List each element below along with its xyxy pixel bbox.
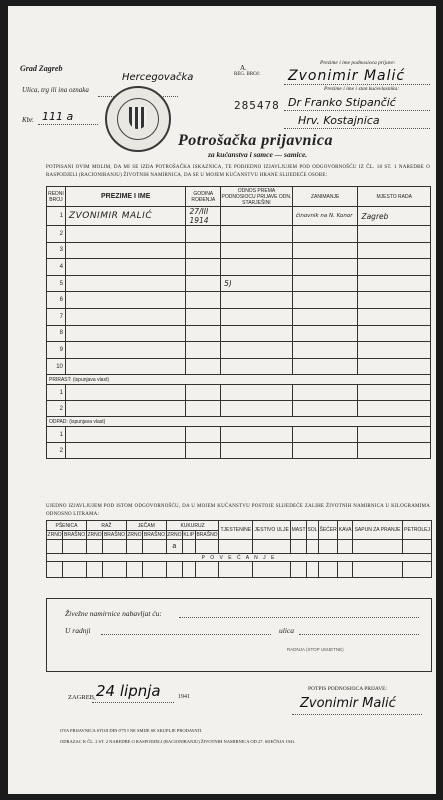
barley-flour: BRAŠNO — [143, 532, 165, 538]
person-job — [292, 259, 358, 276]
person-relation — [221, 207, 293, 226]
person-name: ZVONIMIR MALIĆ — [65, 207, 186, 226]
empty-cell — [292, 401, 358, 417]
person-row-number: 4 — [47, 259, 66, 276]
person-birth-year — [186, 226, 221, 243]
odpad-row — [47, 443, 431, 459]
declaration-paragraph: UJEDNO IZJAVLJUJEM POD ISTOM ODGOVORNOŠĆU, DA U MOJEM KUĆANSTVU POSTOJE SLIJEDEĆE ZALIHE ŽIVOTNIH NAMIRNICA U KILOGRAMIMA ODNOSNO LITRAMA: — [46, 504, 430, 517]
reg-label: REG. BROJ: — [234, 72, 261, 77]
price-note: OVA PRIJAVNICA STOJI DIN 0'75 I NE SMIJE SE SKUPLJE PRODAVATI. — [60, 728, 203, 733]
person-workplace: Zagreb — [358, 207, 431, 226]
landlord-name: Dr Franko Stipančić — [288, 96, 396, 109]
landlord-line-1 — [284, 110, 430, 111]
wheat-grain: ZRNO — [47, 532, 62, 538]
empty-cell — [221, 427, 293, 443]
footer-date: 24 lipnja — [96, 682, 161, 700]
increase-row — [47, 562, 432, 578]
street-label: Ulica, trg ili ina oznaka — [22, 86, 89, 94]
person-birth-year — [186, 342, 221, 359]
empty-cell — [65, 401, 186, 417]
odpad-row — [47, 427, 431, 443]
date-line — [92, 702, 174, 703]
person-workplace — [358, 292, 431, 309]
house-number-line — [38, 124, 98, 125]
empty-cell — [186, 427, 221, 443]
rye-flour: BRAŠNO — [103, 532, 126, 538]
food-petroleum: PETROLEJ — [403, 521, 432, 540]
person-job — [292, 275, 358, 292]
footer-place: ZAGREB, — [68, 694, 96, 701]
store-box — [46, 598, 432, 672]
food-mark: a — [166, 540, 182, 554]
food-group-corn: KUKURUZ — [166, 521, 219, 531]
signature: Zvonimir Malić — [300, 696, 396, 711]
person-birth-year — [186, 292, 221, 309]
food-coffee: KAVA — [338, 521, 353, 540]
rye-grain: ZRNO — [87, 532, 102, 538]
food-values-row — [47, 540, 432, 554]
col-relation: ODNOS PREMA PODNOSIOCU PRIJAVE ODN. STARJEŠINI — [221, 187, 292, 206]
applicant-line — [284, 84, 430, 85]
person-workplace — [358, 308, 431, 325]
house-number-label: Kbr. — [22, 116, 34, 124]
person-row — [47, 292, 431, 309]
official-stamp — [105, 86, 171, 152]
person-row — [47, 308, 431, 325]
person-row — [47, 358, 431, 375]
person-row — [47, 325, 431, 342]
prirast-row — [47, 401, 431, 417]
col-job: ZANIMANJE — [292, 187, 358, 207]
person-workplace — [358, 242, 431, 259]
food-pasta: TJESTENINE — [219, 521, 253, 540]
food-lard: MAST — [291, 521, 307, 540]
person-relation — [221, 242, 293, 259]
corn-flour: BRAŠNO — [196, 532, 218, 538]
person-row-number: 9 — [47, 342, 66, 359]
person-birth-year — [186, 259, 221, 276]
food-salt: SOL — [307, 521, 319, 540]
person-workplace — [358, 226, 431, 243]
person-job — [292, 242, 358, 259]
empty-cell — [358, 401, 431, 417]
person-relation — [221, 325, 293, 342]
person-name — [65, 275, 186, 292]
person-row-number: 6 — [47, 292, 66, 309]
food-table — [46, 520, 432, 578]
person-name — [65, 325, 186, 342]
prirast-label: PRIRAST: (ispunjava vlast) — [47, 375, 431, 385]
person-row — [47, 242, 431, 259]
person-birth-year — [186, 308, 221, 325]
col-no: REDNI BROJ — [47, 187, 66, 207]
empty-cell — [186, 401, 221, 417]
col-place: MJESTO RADA — [358, 187, 431, 207]
person-workplace — [358, 259, 431, 276]
street-value: Hercegovačka — [122, 72, 194, 83]
small-row-number: 2 — [47, 401, 66, 417]
landlord-label: Prezime i ime i stan kućevlasnika: — [324, 86, 400, 92]
person-workplace — [358, 275, 431, 292]
coat-of-arms-icon — [129, 107, 147, 129]
person-row-number: 8 — [47, 325, 66, 342]
person-job — [292, 226, 358, 243]
applicant-label: Prezime i ime podnosioca prijave: — [320, 60, 396, 66]
food-group-barley: JEČAM — [126, 521, 166, 531]
signature-label: POTPIS PODNOSIOCA PRIJAVE: — [308, 686, 388, 692]
person-job: činovnik na N. Konor — [292, 207, 358, 226]
col-name: PREZIME I IME — [65, 187, 186, 207]
intro-paragraph: POTPISANI OVIM MOLIM, DA MI SE IZDA POTROŠAČKA ISKAZNICA, TE PODJEDNO IZJAVLJUJEM POD ODGOVORNOŠĆU IZ ČL. 18 ST. 1 NAREDBE O RASPODJELI (RACIONIRANJU) ŽIVOTNIH NAMIRNICA, DA SE U MOJEM KUĆANSTVU HRANE SLIJEDEĆE OSOBE: — [46, 165, 430, 178]
person-row-number: 3 — [47, 242, 66, 259]
person-workplace — [358, 358, 431, 375]
person-relation — [221, 342, 293, 359]
person-birth-year: 27/III 1914 — [186, 207, 221, 226]
empty-cell — [65, 443, 186, 459]
persons-rows — [47, 207, 431, 459]
person-name — [65, 308, 186, 325]
empty-cell — [221, 385, 293, 401]
barley-grain: ZRNO — [127, 532, 142, 538]
person-job — [292, 308, 358, 325]
person-name — [65, 259, 186, 276]
person-row-number: 2 — [47, 226, 66, 243]
person-workplace — [358, 342, 431, 359]
reg-number: 285478 — [234, 99, 280, 112]
small-row-number: 1 — [47, 427, 66, 443]
person-job — [292, 342, 358, 359]
house-number-value: 111 a — [42, 110, 74, 123]
empty-cell — [186, 385, 221, 401]
col-year: GODINA ROĐENJA — [186, 187, 221, 207]
store-box-line-1 — [179, 617, 419, 618]
food-oil: JESTIVO ULJE — [253, 521, 291, 540]
person-job — [292, 325, 358, 342]
person-workplace — [358, 325, 431, 342]
person-row-number: 7 — [47, 308, 66, 325]
person-birth-year — [186, 242, 221, 259]
person-name — [65, 226, 186, 243]
store-line — [101, 634, 271, 635]
form-subtitle: za kućanstva i samce — samice. — [208, 150, 308, 159]
store-label: U radnji — [65, 626, 91, 635]
prirast-row — [47, 385, 431, 401]
empty-cell — [358, 443, 431, 459]
person-name — [65, 342, 186, 359]
persons-table — [46, 186, 431, 459]
person-relation — [221, 358, 293, 375]
person-relation — [221, 292, 293, 309]
person-relation — [221, 308, 293, 325]
landlord-line-2 — [284, 128, 430, 129]
persons-table-header — [47, 187, 431, 207]
store-street-line — [299, 634, 419, 635]
food-soap: SAPUN ZA PRANJE — [352, 521, 402, 540]
person-birth-year — [186, 325, 221, 342]
person-relation: 5) — [221, 275, 293, 292]
form-page — [8, 6, 436, 794]
person-job — [292, 358, 358, 375]
empty-cell — [221, 401, 293, 417]
person-row — [47, 259, 431, 276]
empty-cell — [65, 385, 186, 401]
landlord-address: Hrv. Kostajnica — [298, 114, 380, 127]
person-row-number: 5 — [47, 275, 66, 292]
empty-cell — [358, 385, 431, 401]
wheat-flour: BRAŠNO — [64, 532, 86, 538]
person-name — [65, 358, 186, 375]
person-row — [47, 226, 431, 243]
increase-label: P O V E Ć A N J E — [47, 554, 432, 562]
form-title: Potrošačka prijavnica — [178, 132, 333, 149]
empty-cell — [358, 427, 431, 443]
small-row-number: 1 — [47, 385, 66, 401]
footer-year: 1941 — [178, 694, 190, 700]
city-label: Grad Zagreb — [20, 64, 63, 73]
ordinance-note: ODRAZAC K ČL. 2 ST. 2 NAREDBE O RASPODJELI (RACIONIRANJU) ŽIVOTNIH NAMIRNICA OD 27. SIJEČNJA 1941. — [60, 739, 296, 744]
person-row — [47, 342, 431, 359]
store-stamp: RADNJA (STOP UMJETNE) — [287, 647, 344, 652]
applicant-name: Zvonimir Malić — [288, 68, 406, 84]
person-relation — [221, 226, 293, 243]
small-row-number: 2 — [47, 443, 66, 459]
person-name — [65, 242, 186, 259]
store-street-label: ulica — [279, 626, 294, 635]
corn-grain: ZRNO — [167, 532, 182, 538]
person-name — [65, 292, 186, 309]
food-group-rye: RAŽ — [86, 521, 126, 531]
odpad-label: ODPAD: (ispunjava vlast) — [47, 417, 431, 427]
person-relation — [221, 259, 293, 276]
person-job — [292, 292, 358, 309]
empty-cell — [292, 427, 358, 443]
food-sugar: ŠEĆER — [318, 521, 338, 540]
corn-cob: KLIP — [183, 532, 195, 538]
signature-line — [292, 714, 422, 715]
person-row-number: 10 — [47, 358, 66, 375]
person-birth-year — [186, 275, 221, 292]
store-box-title: Živežne namirnice nabavljat ću: — [65, 609, 162, 618]
food-group-wheat: PŠENICA — [47, 521, 87, 531]
empty-cell — [186, 443, 221, 459]
person-row-number: 1 — [47, 207, 66, 226]
empty-cell — [292, 443, 358, 459]
empty-cell — [292, 385, 358, 401]
letter-a: A. — [240, 64, 247, 72]
empty-cell — [221, 443, 293, 459]
empty-cell — [65, 427, 186, 443]
person-birth-year — [186, 358, 221, 375]
person-row — [47, 207, 431, 226]
person-row — [47, 275, 431, 292]
